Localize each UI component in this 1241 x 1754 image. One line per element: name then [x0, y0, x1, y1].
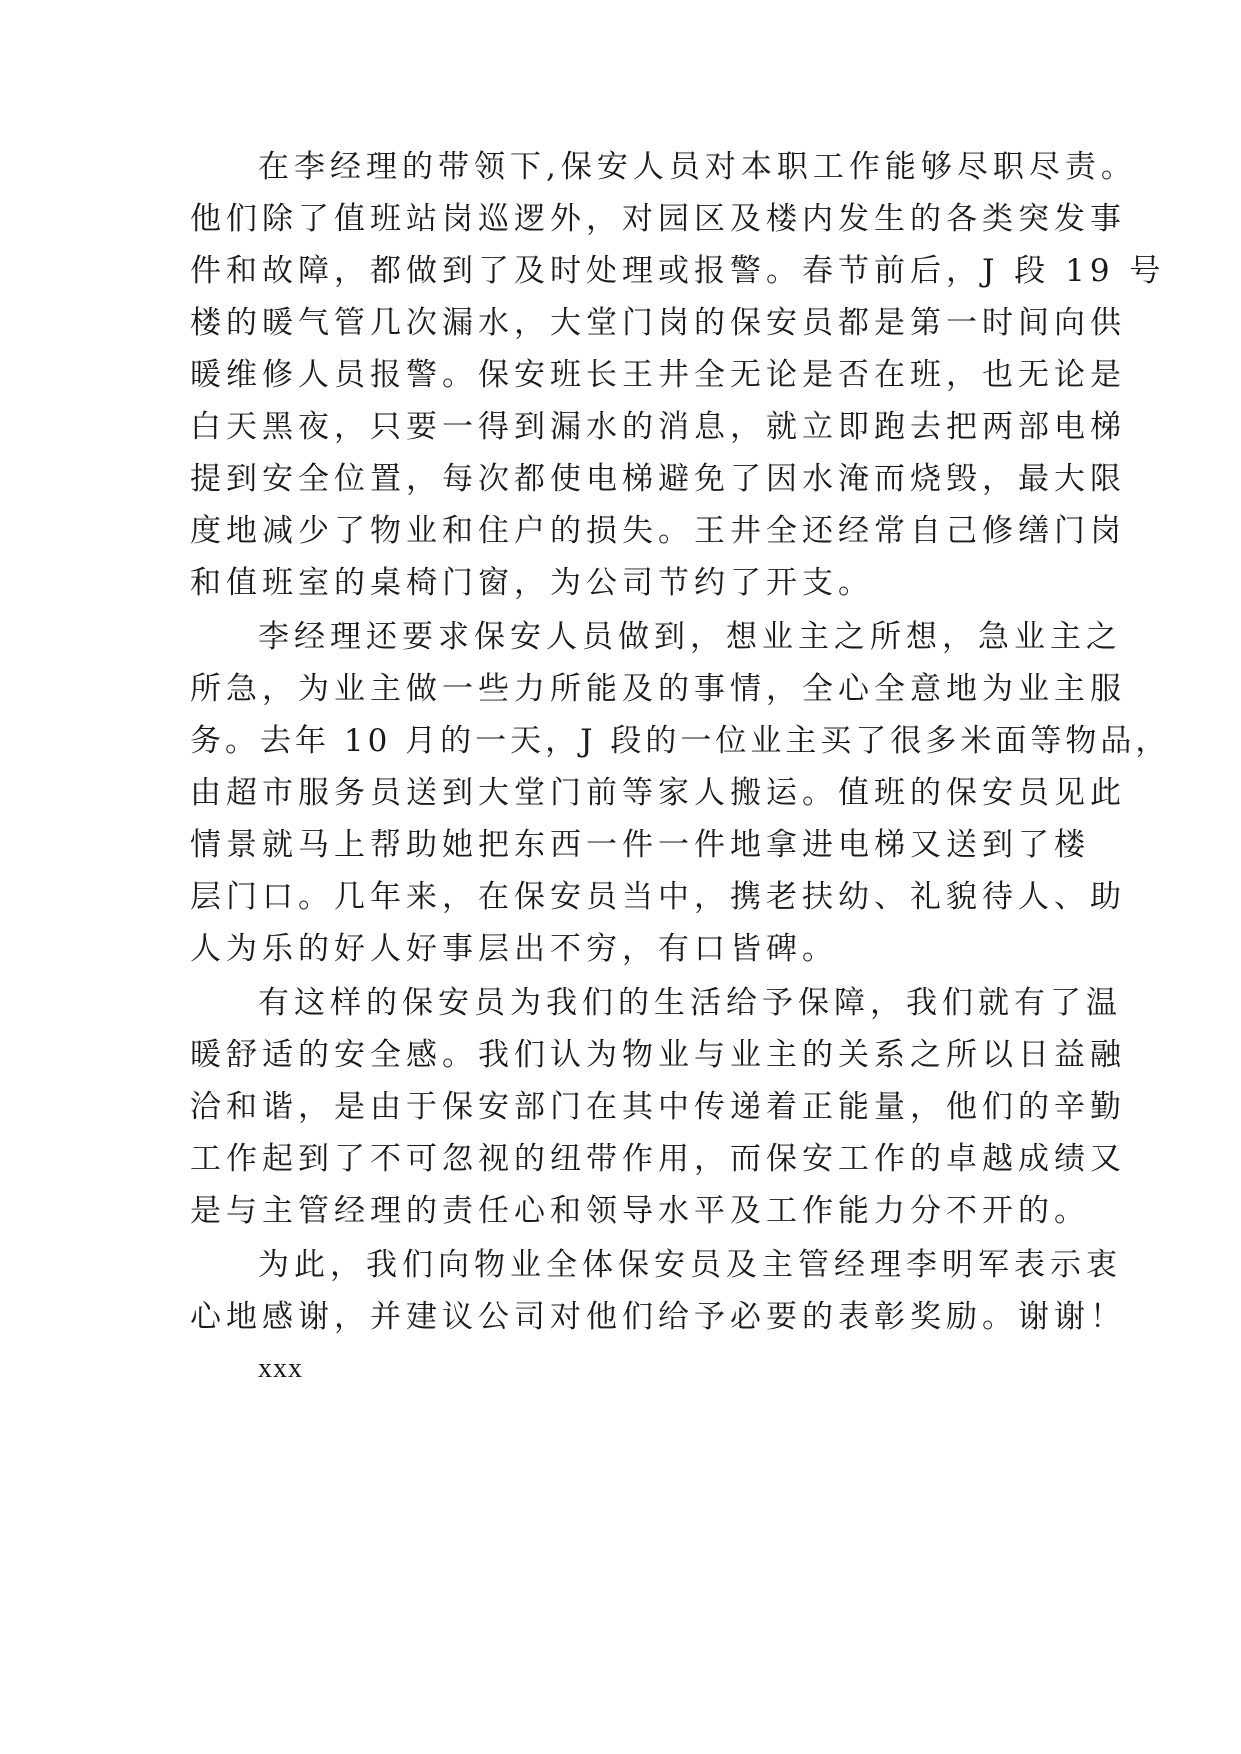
paragraph-4-line-1: 为此，我们向物业全体保安员及主管经理李明军表示衷	[258, 1247, 1122, 1283]
paragraph-1-line-9: 和值班室的桌椅门窗，为公司节约了开支。	[190, 565, 874, 601]
paragraph-1-line-6: 白天黑夜，只要一得到漏水的消息，就立即跑去把两部电梯	[190, 409, 1126, 445]
paragraph-2-line-3: 务。去年 10 月的一天，J 段的一位业主买了很多米面等物品，	[190, 723, 1171, 759]
paragraph-1-line-2: 他们除了值班站岗巡逻外，对园区及楼内发生的各类突发事	[190, 201, 1126, 237]
paragraph-2-line-2: 所急，为业主做一些力所能及的事情，全心全意地为业主服	[190, 671, 1126, 707]
paragraph-1-line-8: 度地减少了物业和住户的损失。王井全还经常自己修缮门岗	[190, 513, 1126, 549]
paragraph-1-line-7: 提到安全位置，每次都使电梯避免了因水淹而烧毁，最大限	[190, 461, 1126, 497]
paragraph-2-line-7: 人为乐的好人好事层出不穷，有口皆碑。	[190, 931, 838, 967]
paragraph-3-line-5: 是与主管经理的责任心和领导水平及工作能力分不开的。	[190, 1193, 1090, 1229]
paragraph-2-line-4: 由超市服务员送到大堂门前等家人搬运。值班的保安员见此	[190, 775, 1126, 811]
paragraph-3-line-4: 工作起到了不可忽视的纽带作用，而保安工作的卓越成绩又	[190, 1141, 1126, 1177]
paragraph-2-line-1: 李经理还要求保安人员做到，想业主之所想，急业主之	[258, 619, 1122, 655]
paragraph-4-line-2: 心地感谢，并建议公司对他们给予必要的表彰奖励。谢谢！	[190, 1299, 1126, 1335]
paragraph-2-line-5: 情景就马上帮助她把东西一件一件地拿进电梯又送到了楼	[190, 827, 1090, 863]
paragraph-3-line-2: 暖舒适的安全感。我们认为物业与业主的关系之所以日益融	[190, 1037, 1126, 1073]
paragraph-1-line-1: 在李经理的带领下,保安人员对本职工作能够尽职尽责。	[258, 149, 1137, 185]
paragraph-3-line-3: 洽和谐，是由于保安部门在其中传递着正能量，他们的辛勤	[190, 1089, 1126, 1125]
paragraph-1-line-4: 楼的暖气管几次漏水，大堂门岗的保安员都是第一时间向供	[190, 305, 1126, 341]
signature: xxx	[258, 1353, 303, 1384]
paragraph-3-line-1: 有这样的保安员为我们的生活给予保障，我们就有了温	[258, 985, 1122, 1021]
paragraph-2-line-6: 层门口。几年来，在保安员当中，携老扶幼、礼貌待人、助	[190, 879, 1126, 915]
paragraph-1-line-5: 暖维修人员报警。保安班长王井全无论是否在班，也无论是	[190, 357, 1126, 393]
paragraph-1-line-3: 件和故障，都做到了及时处理或报警。春节前后，J 段 19 号	[190, 253, 1166, 289]
